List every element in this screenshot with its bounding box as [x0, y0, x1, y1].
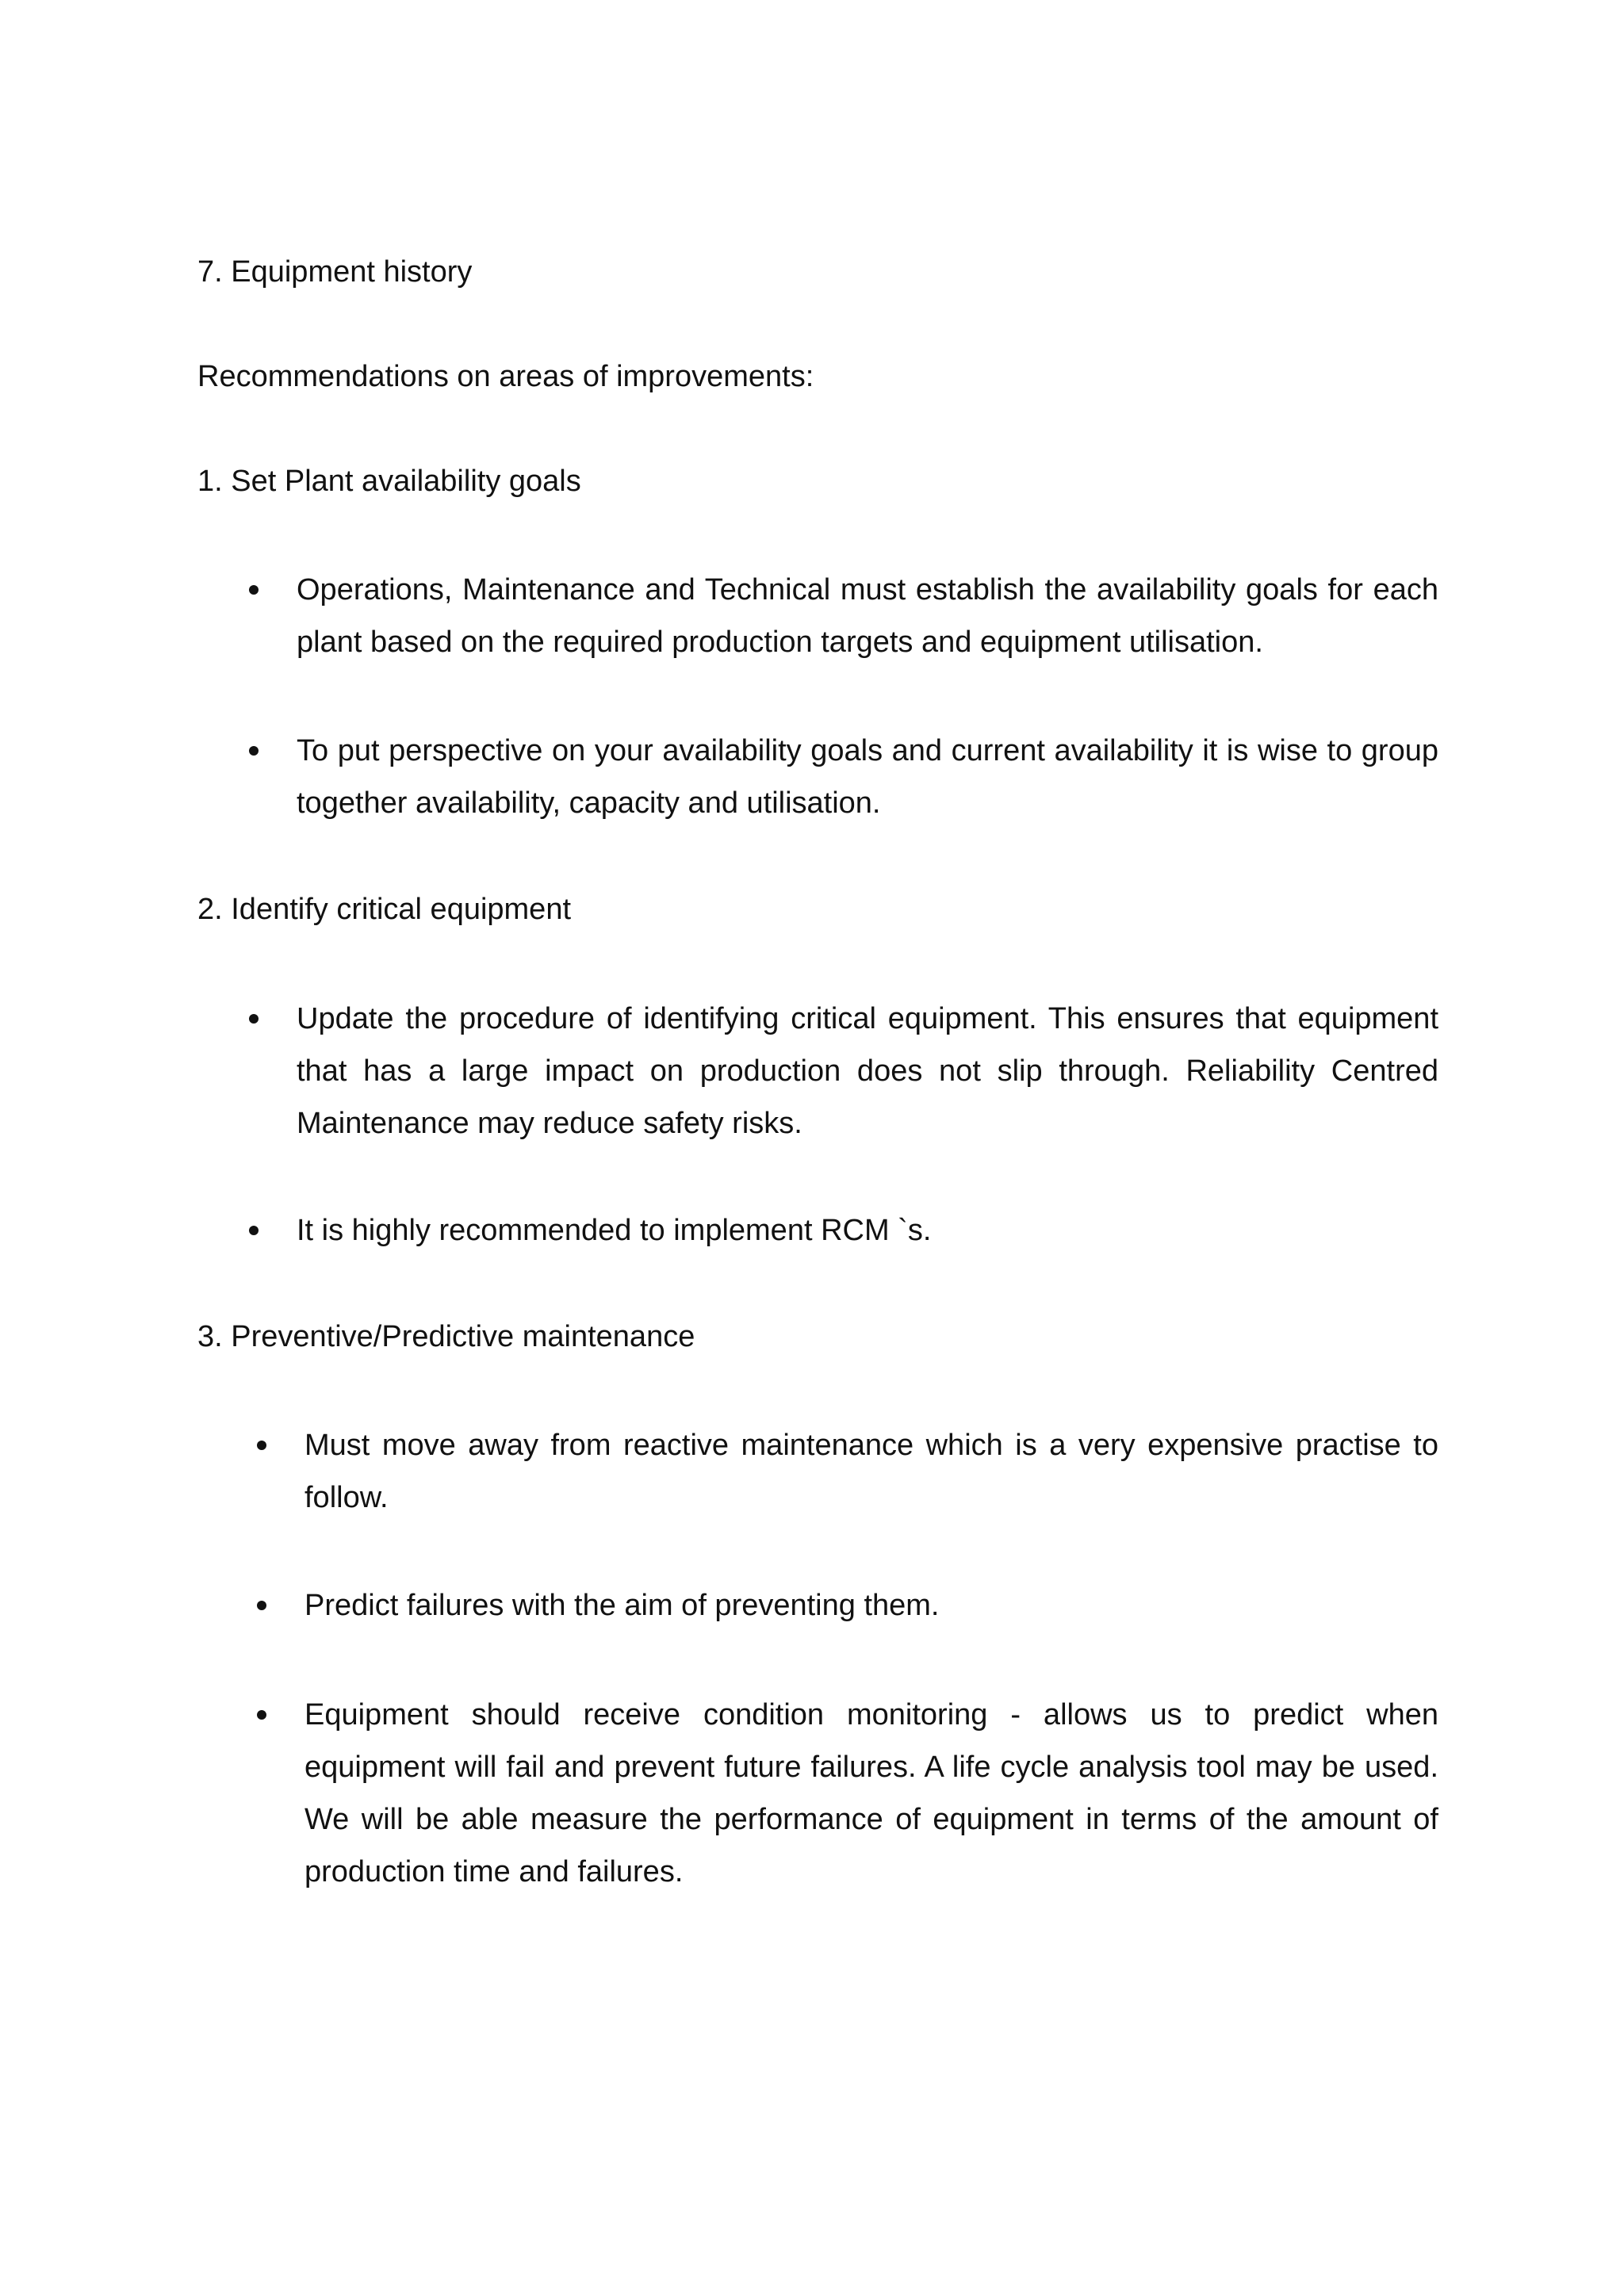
section-title: 2. Identify critical equipment — [197, 893, 572, 926]
bullet-icon — [249, 746, 259, 756]
bullet-text: Predict failures with the aim of preventing them. — [304, 1589, 940, 1622]
list-item — [238, 564, 1438, 668]
bullet-text: It is highly recommended to implement RCM `s. — [297, 1214, 932, 1247]
recommendations-intro: Recommendations on areas of improvements: — [197, 360, 814, 393]
bullet-icon — [257, 1710, 266, 1720]
list-item — [238, 1204, 1438, 1257]
heading-equipment-history: 7. Equipment history — [197, 255, 473, 289]
bullet-text: Update the procedure of identifying critical equipment. This ensures that equipment that has a large impact on production does not slip through. Reliability Centred Maintenance may reduce safety risks. — [297, 1002, 1438, 1140]
bullet-text: To put perspective on your availability goals and current availability it is wise to group together availability, capacity and utilisation. — [297, 734, 1438, 820]
bullet-icon — [257, 1441, 266, 1450]
list-item — [246, 1579, 1438, 1632]
bullet-icon — [249, 1014, 259, 1024]
bullet-icon — [257, 1601, 266, 1610]
section-title: 3. Preventive/Predictive maintenance — [197, 1320, 695, 1353]
bullet-icon — [249, 1226, 259, 1235]
list-item — [246, 1419, 1438, 1524]
bullet-text: Equipment should receive condition monitoring - allows us to predict when equipment will fail and prevent future failures. A life cycle analysis tool may be used. We will be able measure the performance of equipment in terms of the amount of production time and failures. — [304, 1698, 1438, 1888]
bullet-text: Operations, Maintenance and Technical must establish the availability goals for each plant based on the required production targets and equipment utilisation. — [297, 573, 1438, 659]
list-item — [246, 1689, 1438, 1898]
bullet-icon — [249, 585, 259, 595]
section-title: 1. Set Plant availability goals — [197, 465, 581, 498]
bullet-text: Must move away from reactive maintenance which is a very expensive practise to follow. — [304, 1429, 1438, 1514]
list-item — [238, 725, 1438, 829]
list-item — [238, 993, 1438, 1150]
